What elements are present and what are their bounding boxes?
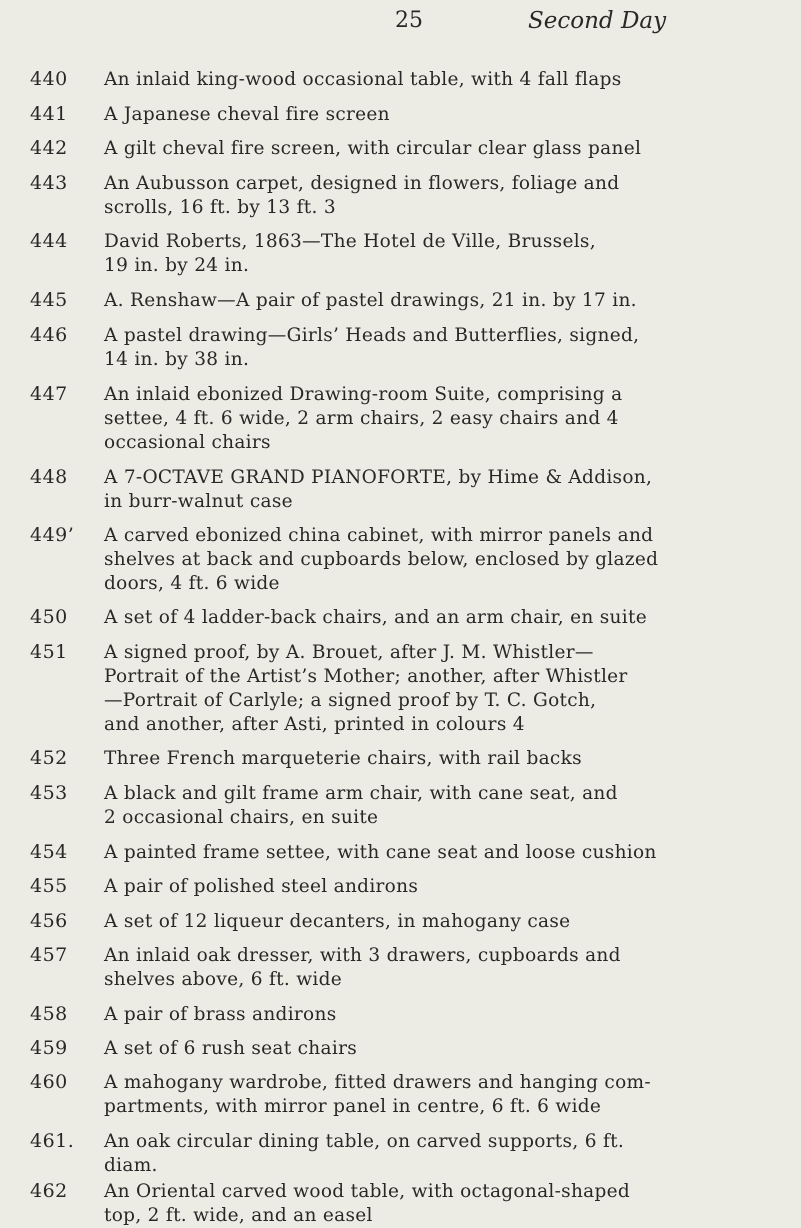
lot-number: 450 <box>30 606 68 628</box>
lot-number: 448 <box>30 466 68 488</box>
lot-number: 458 <box>30 1003 68 1025</box>
page-number: 25 <box>395 8 423 33</box>
section-title: Second Day <box>528 8 667 34</box>
lot-number: 452 <box>30 747 68 769</box>
lot-number: 449’ <box>30 524 75 546</box>
lot-description: Three French marqueterie chairs, with rail backs <box>104 748 582 769</box>
lot-number: 454 <box>30 841 68 863</box>
lot-number: 445 <box>30 289 68 311</box>
lot-number: 453 <box>30 782 68 804</box>
lot-description: A pair of brass andirons <box>104 1004 337 1025</box>
lot-description: A mahogany wardrobe, fitted drawers and hanging com- partments, with mirror panel in centre, 6 ft. 6 wide <box>104 1072 651 1117</box>
lot-description: A set of 6 rush seat chairs <box>104 1038 358 1059</box>
lot-description: A gilt cheval fire screen, with circular clear glass panel <box>104 138 642 159</box>
lot-description: An inlaid oak dresser, with 3 drawers, cupboards and shelves above, 6 ft. wide <box>104 945 621 990</box>
lot-number: 451 <box>30 641 68 663</box>
lot-number: 456 <box>30 910 68 932</box>
lot-description: A pair of polished steel andirons <box>104 876 419 897</box>
lot-description: A set of 12 liqueur decanters, in mahogany case <box>104 911 571 932</box>
lot-description: A black and gilt frame arm chair, with cane seat, and 2 occasional chairs, en suite <box>104 783 618 828</box>
lot-description: A signed proof, by A. Brouet, after J. M. Whistler— Portrait of the Artist’s Mother; another, after Whistler —Portrait of Carlyle; a signed proof by T. C. Gotch, and another, after Asti, printed in colours 4 <box>104 642 628 735</box>
lot-number: 443 <box>30 172 68 194</box>
lot-description: A carved ebonized china cabinet, with mirror panels and shelves at back and cupboards below, enclosed by glazed doors, 4 ft. 6 wide <box>104 525 659 594</box>
lot-description: An oak circular dining table, on carved supports, 6 ft. diam. <box>104 1131 625 1176</box>
lot-number: 444 <box>30 230 68 252</box>
lot-description: A painted frame settee, with cane seat and loose cushion <box>104 842 657 863</box>
lot-number: 459 <box>30 1037 68 1059</box>
lot-number: 440 <box>30 68 68 90</box>
lot-number: 457 <box>30 944 68 966</box>
lot-description: A 7-OCTAVE GRAND PIANOFORTE, by Hime & Addison, in burr-walnut case <box>104 467 653 512</box>
lot-number: 446 <box>30 324 68 346</box>
lot-description: A. Renshaw—A pair of pastel drawings, 21 in. by 17 in. <box>104 290 637 311</box>
lot-description: An inlaid king-wood occasional table, with 4 fall flaps <box>104 69 622 90</box>
lot-description: A Japanese cheval fire screen <box>104 104 390 125</box>
lot-description: An Aubusson carpet, designed in flowers, foliage and scrolls, 16 ft. by 13 ft. 3 <box>104 173 620 218</box>
lot-description: A set of 4 ladder-back chairs, and an arm chair, en suite <box>104 607 647 628</box>
lot-description: David Roberts, 1863—The Hotel de Ville, Brussels, 19 in. by 24 in. <box>104 231 596 276</box>
lot-number: 460 <box>30 1071 68 1093</box>
lot-description: An Oriental carved wood table, with octagonal-shaped top, 2 ft. wide, and an easel <box>104 1181 631 1226</box>
lot-number: 442 <box>30 137 68 159</box>
lot-number: 441 <box>30 103 68 125</box>
lot-number: 461. <box>30 1130 75 1152</box>
lot-description: An inlaid ebonized Drawing-room Suite, comprising a settee, 4 ft. 6 wide, 2 arm chairs, 2 easy chairs and 4 occasional chairs <box>104 384 623 453</box>
lot-number: 455 <box>30 875 68 897</box>
lot-number: 462 <box>30 1180 68 1202</box>
lot-description: A pastel drawing—Girls’ Heads and Butterflies, signed, 14 in. by 38 in. <box>104 325 640 370</box>
lot-number: 447 <box>30 383 68 405</box>
